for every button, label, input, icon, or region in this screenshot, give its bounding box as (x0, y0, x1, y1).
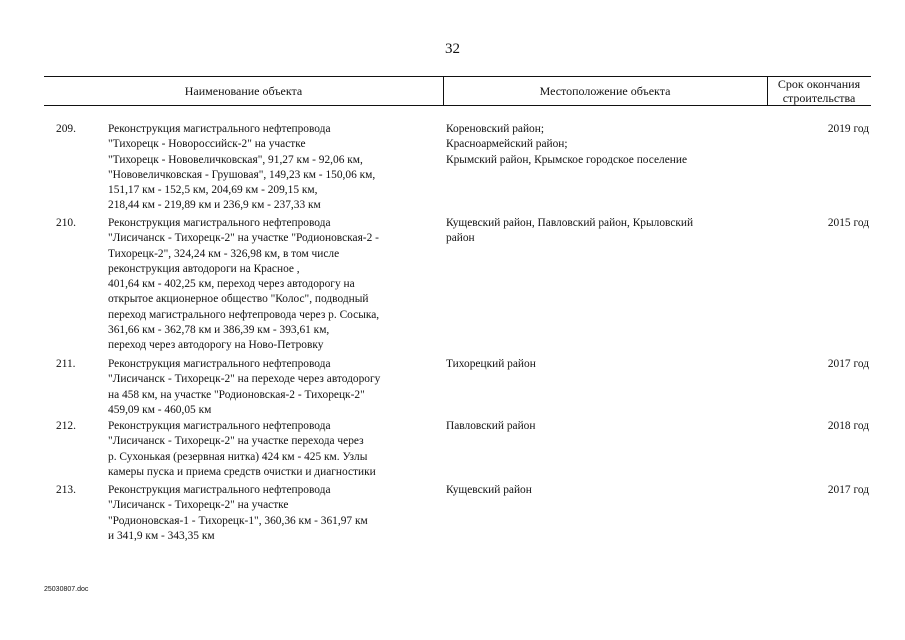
row-number: 211. (56, 358, 76, 370)
row-number: 209. (56, 123, 76, 135)
table-row (0, 483, 905, 547)
object-name: Реконструкция магистрального нефтепровода "Лисичанск - Тихорецк-2" на участке "Родионовская-2 - Тихорецк-2", 324,24 км - 326,98 км, в том числе реконструкция автодороги на Красное , 401,64 км - 402,25 км, переход через автодорогу на открытое акционерное общество "Колос", подводный переход магистрального нефтепровода через р. Сосыка, 361,66 км - 362,78 км и 386,39 км - 393,61 км, переход через автодорогу на Ново-Петровку (108, 217, 380, 352)
table-row (0, 419, 905, 483)
completion-term: 2018 год (827, 420, 869, 432)
object-location: Кущевский район, Павловский район, Крыловский район (446, 217, 694, 245)
column-header-location: Местоположение объекта (539, 84, 671, 98)
table-body (0, 122, 905, 547)
column-header-term: Срок окончания строительства (777, 77, 861, 105)
completion-term: 2017 год (827, 358, 869, 370)
completion-term: 2019 год (827, 123, 869, 135)
completion-term: 2017 год (827, 484, 869, 496)
object-name: Реконструкция магистрального нефтепровода "Лисичанск - Тихорецк-2" на переходе через автодорогу на 458 км, на участке "Родионовская-2 - Тихорецк-2" 459,09 км - 460,05 км (108, 358, 381, 416)
row-number: 210. (56, 217, 76, 229)
column-header-name: Наименование объекта (184, 84, 303, 98)
page-number: 32 (445, 41, 460, 57)
object-location: Кореновский район; Красноармейский район; Крымский район, Крымское городское поселение (446, 123, 688, 166)
object-location: Павловский район (446, 420, 536, 432)
object-name: Реконструкция магистрального нефтепровода "Лисичанск - Тихорецк-2" на участке "Родионовская-1 - Тихорецк-1", 360,36 км - 361,97 км и 341,9 км - 343,35 км (108, 484, 368, 542)
table-row (0, 357, 905, 419)
object-location: Кущевский район (446, 484, 532, 496)
completion-term: 2015 год (827, 217, 869, 229)
row-number: 213. (56, 484, 76, 496)
table-header-bottom-rule (44, 105, 871, 106)
table-row (0, 216, 905, 357)
table-row (0, 122, 905, 216)
table-header-top-rule (44, 76, 871, 77)
object-location: Тихорецкий район (446, 358, 536, 370)
document-filename: 25030807.doc (44, 586, 89, 593)
row-number: 212. (56, 420, 76, 432)
object-name: Реконструкция магистрального нефтепровода "Лисичанск - Тихорецк-2" на участке перехода через р. Сухонькая (резервная нитка) 424 км - 425 км. Узлы камеры пуска и приема средств очистки и диагностики (108, 420, 376, 478)
object-name: Реконструкция магистрального нефтепровода "Тихорецк - Новороссийск-2" на участке "Тихорецк - Нововеличковская", 91,27 км - 92,06 км, "Нововеличковская - Грушовая", 149,23 км - 150,06 км, 151,17 км - 152,5 км, 204,69 км - 209,15 км, 218,44 км - 219,89 км и 236,9 км - 237,33 км (108, 123, 376, 212)
